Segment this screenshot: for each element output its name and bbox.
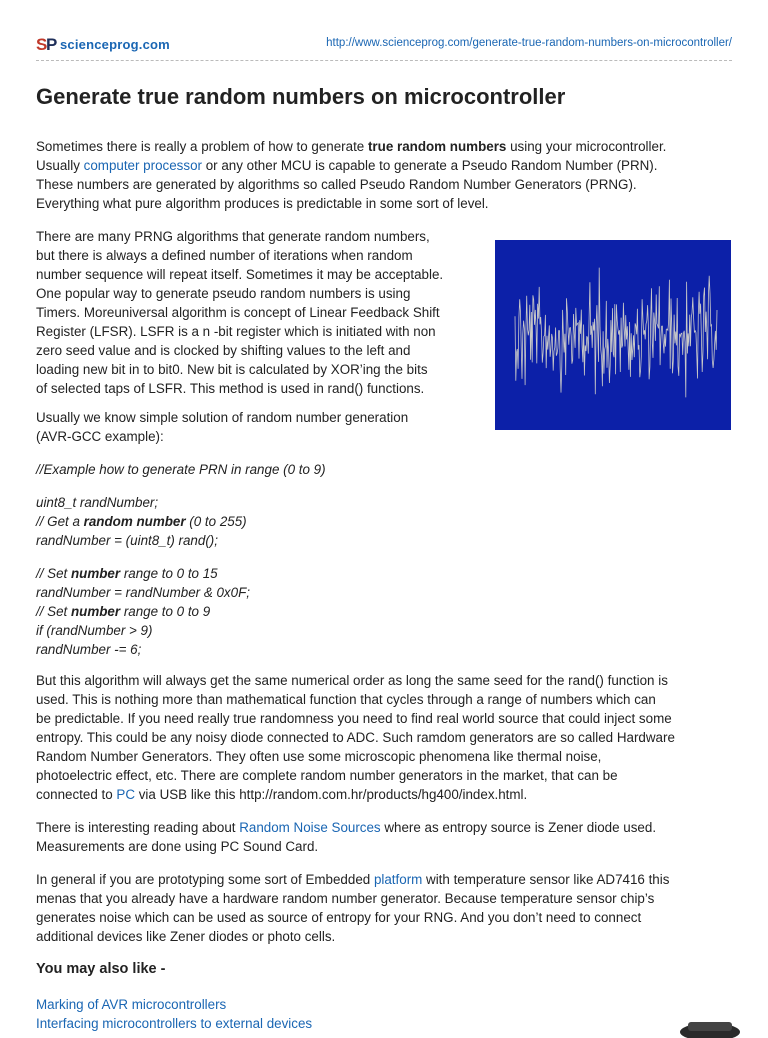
intro-text: Everything what pure algorithm produces is predictable in some sort of level. bbox=[36, 196, 489, 211]
hardware-rng-line: via USB like this http://random.com.hr/products/hg400/index.html. bbox=[135, 787, 528, 802]
intro-text: These numbers are generated by algorithms so called Pseudo Random Number Generators (PRNG). bbox=[36, 177, 637, 192]
intro-paragraph bbox=[36, 137, 736, 213]
related-link-interfacing[interactable]: Interfacing microcontrollers to external devices bbox=[36, 1016, 313, 1031]
noise-sources-paragraph bbox=[36, 818, 736, 856]
embedded-text: additional devices like Zener diodes or photo cells. bbox=[36, 929, 336, 944]
prng-line: Timers. Moreuniversal algorithm is concept of Linear Feedback Shift bbox=[36, 305, 440, 320]
related-link-avr-marking[interactable]: Marking of AVR microcontrollers bbox=[36, 997, 227, 1012]
header-divider bbox=[36, 60, 732, 61]
noise-sources-text: Measurements are done using PC Sound Card. bbox=[36, 839, 319, 854]
prng-line: Register (LFSR). LSFR is a n -bit register which is initiated with non bbox=[36, 324, 436, 339]
site-logo[interactable] bbox=[36, 34, 170, 54]
prng-line: number sequence will repeat itself. Sometimes it may be acceptable. bbox=[36, 267, 444, 282]
sp-logo-icon bbox=[36, 34, 58, 54]
article-url-link[interactable]: http://www.scienceprog.com/generate-true-random-numbers-on-microcontroller/ bbox=[326, 37, 732, 49]
prng-line: One popular way to generate pseudo random numbers is using bbox=[36, 286, 411, 301]
svg-text:S: S bbox=[36, 35, 48, 54]
site-header bbox=[36, 34, 732, 60]
avr-intro-paragraph bbox=[36, 408, 486, 446]
pc-link[interactable]: PC bbox=[116, 787, 136, 802]
hardware-rng-line: entropy. This could be any noisy diode connected to ADC. Such ramdom generators are so called Hardware bbox=[36, 730, 675, 745]
code-line: randNumber -= 6; bbox=[36, 642, 142, 657]
prng-line: of selected taps of LSFR. This method is used in rand() functions. bbox=[36, 381, 425, 396]
avr-intro-line: Usually we know simple solution of random number generation bbox=[36, 410, 409, 425]
hardware-rng-line: connected to bbox=[36, 787, 117, 802]
random-noise-sources-link[interactable]: Random Noise Sources bbox=[239, 820, 381, 835]
noise-waveform-graphic bbox=[495, 240, 731, 430]
code-line: // Set bbox=[36, 604, 71, 619]
embedded-text: with temperature sensor like AD7416 this bbox=[422, 872, 670, 887]
intro-text: using your microcontroller. bbox=[506, 139, 667, 154]
prng-line: zero seed value and is clocked by shifting values to the left and bbox=[36, 343, 411, 358]
intro-text: Usually bbox=[36, 158, 84, 173]
code-block-1 bbox=[36, 493, 536, 550]
code-bold-term: number bbox=[70, 604, 121, 619]
hardware-rng-line: be predictable. If you need really true randomness you need to find real world source that could inject some bbox=[36, 711, 672, 726]
noise-sources-text: There is interesting reading about bbox=[36, 820, 240, 835]
code-bold-term: random number bbox=[83, 514, 186, 529]
code-line: range to 0 to 9 bbox=[120, 604, 211, 619]
hardware-rng-paragraph bbox=[36, 671, 736, 804]
embedded-text: In general if you are prototyping some sort of Embedded bbox=[36, 872, 374, 887]
noise-waveform-line bbox=[515, 268, 717, 398]
intro-text: or any other MCU is capable to generate a Pseudo Random Number (PRN). bbox=[201, 158, 658, 173]
hardware-rng-line: But this algorithm will always get the same numerical order as long the same seed for the rand() function is bbox=[36, 673, 668, 688]
related-heading: You may also like - bbox=[36, 961, 166, 977]
hardware-rng-line: photoelectric effect, etc. There are complete random number generators in the market, that can be bbox=[36, 768, 618, 783]
code-line: uint8_t randNumber; bbox=[36, 495, 159, 510]
code-comment-line: //Example how to generate PRN in range (0 to 9) bbox=[36, 462, 326, 477]
code-line: // Set bbox=[36, 566, 71, 581]
code-bold-term: number bbox=[70, 566, 121, 581]
code-line: // Get a bbox=[36, 514, 84, 529]
prng-paragraph bbox=[36, 227, 486, 398]
svg-text:P: P bbox=[46, 35, 58, 54]
intro-text: Sometimes there is really a problem of how to generate bbox=[36, 139, 368, 154]
embedded-platform-paragraph bbox=[36, 870, 736, 946]
hardware-rng-line: Random Number Generators. They often use some microscopic phenomena like thermal noise, bbox=[36, 749, 602, 764]
code-line: range to 0 to 15 bbox=[120, 566, 218, 581]
noise-sources-text: where as entropy source is Zener diode used. bbox=[380, 820, 657, 835]
page-title: Generate true random numbers on microcontroller bbox=[36, 84, 566, 109]
code-line: (0 to 255) bbox=[185, 514, 247, 529]
embedded-text: menas that you already have a hardware random number generator. Because temperature sensor chip’s bbox=[36, 891, 655, 906]
related-thumbnail-image bbox=[640, 1008, 750, 1038]
code-line: randNumber = (uint8_t) rand(); bbox=[36, 533, 218, 548]
prng-line: loading new bit in to bit0. New bit is calculated by XOR’ing the bits bbox=[36, 362, 428, 377]
code-line: randNumber = randNumber & 0x0F; bbox=[36, 585, 250, 600]
embedded-text: generates noise which can be used as source of entropy for your RNG. And you don’t need to connect bbox=[36, 910, 642, 925]
prng-line: There are many PRNG algorithms that generate random numbers, bbox=[36, 229, 430, 244]
code-block-2 bbox=[36, 564, 536, 659]
hardware-rng-line: used. This is nothing more than mathematical function that cycles through a range of numbers which can bbox=[36, 692, 656, 707]
intro-bold-term: true random numbers bbox=[367, 139, 507, 154]
site-name: scienceprog.com bbox=[60, 36, 170, 52]
random-noise-image bbox=[495, 240, 731, 430]
avr-intro-line: (AVR-GCC example): bbox=[36, 429, 164, 444]
computer-processor-link[interactable]: computer processor bbox=[83, 158, 202, 173]
code-line: if (randNumber > 9) bbox=[36, 623, 153, 638]
prng-line: but there is always a defined number of iterations when random bbox=[36, 248, 413, 263]
platform-link[interactable]: platform bbox=[373, 872, 423, 887]
